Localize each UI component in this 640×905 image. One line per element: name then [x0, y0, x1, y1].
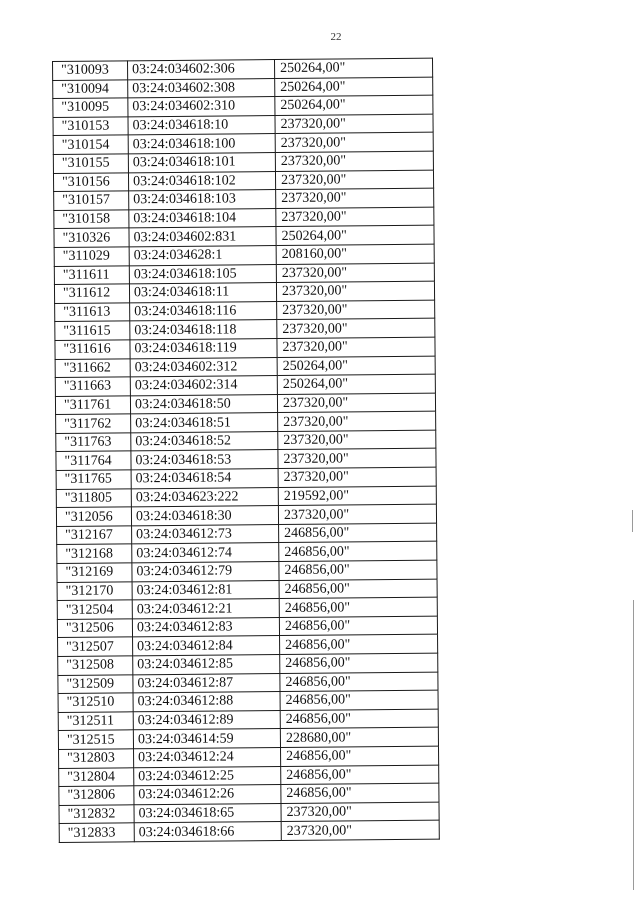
value-cell: 237320,00" — [276, 207, 434, 227]
cadastral-number-cell: 03:24:034618:51 — [131, 413, 278, 433]
cadastral-number-cell: 03:24:034612:74 — [132, 543, 279, 563]
record-id-cell: "311765 — [56, 470, 131, 489]
cadastral-number-cell: 03:24:034618:103 — [129, 190, 276, 210]
record-id-cell: "312804 — [59, 767, 134, 786]
record-id-cell: "310156 — [53, 172, 128, 191]
record-id-cell: "311613 — [55, 303, 130, 322]
value-cell: 250264,00" — [277, 374, 435, 394]
value-cell: 237320,00" — [278, 467, 436, 487]
record-id-cell: "310093 — [53, 61, 128, 80]
value-cell: 237320,00" — [276, 188, 434, 208]
value-cell: 246856,00" — [281, 765, 439, 785]
cadastral-number-cell: 03:24:034618:101 — [128, 153, 275, 173]
value-cell: 237320,00" — [275, 151, 433, 171]
cadastral-number-cell: 03:24:034618:10 — [128, 115, 275, 135]
record-id-cell: "312168 — [57, 544, 132, 563]
record-id-cell: "310157 — [54, 191, 129, 210]
cadastral-number-cell: 03:24:034612:89 — [133, 710, 280, 730]
record-id-cell: "312167 — [57, 526, 132, 545]
value-cell: 246856,00" — [280, 746, 438, 766]
cadastral-number-cell: 03:24:034612:21 — [132, 599, 279, 619]
value-cell: 246856,00" — [279, 597, 437, 617]
cadastral-number-cell: 03:24:034614:59 — [133, 729, 280, 749]
record-id-cell: "312056 — [56, 507, 131, 526]
record-id-cell: "311805 — [56, 488, 131, 507]
cadastral-number-cell: 03:24:034612:84 — [133, 636, 280, 656]
record-id-cell: "310154 — [53, 135, 128, 154]
cadastral-number-cell: 03:24:034618:30 — [131, 506, 278, 526]
value-cell: 237320,00" — [276, 281, 434, 301]
record-id-cell: "312169 — [57, 563, 132, 582]
value-cell: 237320,00" — [277, 300, 435, 320]
record-id-cell: "311612 — [54, 284, 129, 303]
cadastral-number-cell: 03:24:034618:100 — [128, 134, 275, 154]
record-id-cell: "312508 — [58, 656, 133, 675]
value-cell: 219592,00" — [278, 486, 436, 506]
cadastral-number-cell: 03:24:034618:102 — [128, 171, 275, 191]
record-id-cell: "311763 — [56, 433, 131, 452]
cadastral-number-cell: 03:24:034618:119 — [130, 338, 277, 358]
record-id-cell: "312504 — [57, 600, 132, 619]
record-id-cell: "312806 — [59, 786, 134, 805]
value-cell: 237320,00" — [277, 393, 435, 413]
cadastral-number-cell: 03:24:034602:314 — [130, 376, 277, 396]
cadastral-number-cell: 03:24:034612:79 — [132, 562, 279, 582]
value-cell: 208160,00" — [276, 244, 434, 264]
value-cell: 246856,00" — [279, 579, 437, 599]
cadastral-number-cell: 03:24:034602:312 — [130, 357, 277, 377]
value-cell: 228680,00" — [280, 728, 438, 748]
record-id-cell: "311611 — [54, 265, 129, 284]
record-id-cell: "311616 — [55, 340, 130, 359]
value-cell: 246856,00" — [279, 542, 437, 562]
record-id-cell: "311615 — [55, 321, 130, 340]
value-cell: 246856,00" — [280, 653, 438, 673]
record-id-cell: "312509 — [58, 674, 133, 693]
value-cell: 237320,00" — [275, 170, 433, 190]
record-id-cell: "310095 — [53, 98, 128, 117]
value-cell: 237320,00" — [278, 449, 436, 469]
record-id-cell: "312170 — [57, 581, 132, 600]
record-id-cell: "312506 — [57, 619, 132, 638]
value-cell: 246856,00" — [280, 690, 438, 710]
value-cell: 237320,00" — [278, 411, 436, 431]
cadastral-number-cell: 03:24:034618:54 — [131, 469, 278, 489]
cadastral-number-cell: 03:24:034602:306 — [128, 60, 275, 80]
cadastral-number-cell: 03:24:034612:73 — [132, 524, 279, 544]
value-cell: 250264,00" — [276, 226, 434, 246]
value-cell: 246856,00" — [280, 672, 438, 692]
value-cell: 237320,00" — [278, 430, 436, 450]
record-id-cell: "312803 — [59, 749, 134, 768]
cadastral-number-cell: 03:24:034628:1 — [129, 245, 276, 265]
record-id-cell: "311764 — [56, 451, 131, 470]
value-cell: 237320,00" — [275, 133, 433, 153]
cadastral-number-cell: 03:24:034618:116 — [130, 301, 277, 321]
record-id-cell: "310155 — [53, 154, 128, 173]
scan-edge-mark — [633, 600, 634, 890]
record-id-cell: "312510 — [58, 693, 133, 712]
record-id-cell: "312833 — [59, 823, 134, 842]
record-id-cell: "311029 — [54, 247, 129, 266]
record-id-cell: "310153 — [53, 117, 128, 136]
cadastral-number-cell: 03:24:034612:83 — [132, 617, 279, 637]
cadastral-number-cell: 03:24:034612:26 — [134, 785, 281, 805]
cadastral-number-cell: 03:24:034612:88 — [133, 692, 280, 712]
value-cell: 237320,00" — [277, 318, 435, 338]
table-row — [59, 820, 439, 842]
record-id-cell: "312515 — [58, 730, 133, 749]
cadastral-number-cell: 03:24:034618:11 — [129, 283, 276, 303]
value-cell: 237320,00" — [277, 337, 435, 357]
cadastral-number-cell: 03:24:034623:222 — [131, 487, 278, 507]
cadastral-number-cell: 03:24:034618:53 — [131, 450, 278, 470]
value-cell: 250264,00" — [274, 58, 432, 78]
record-id-cell: "310094 — [53, 79, 128, 98]
value-cell: 246856,00" — [279, 560, 437, 580]
record-id-cell: "312832 — [59, 805, 134, 824]
record-id-cell: "310326 — [54, 228, 129, 247]
cadastral-number-cell: 03:24:034602:308 — [128, 78, 275, 98]
table-body — [53, 58, 440, 842]
cadastral-number-cell: 03:24:034618:65 — [134, 803, 281, 823]
value-cell: 246856,00" — [280, 709, 438, 729]
cadastral-number-cell: 03:24:034612:24 — [134, 748, 281, 768]
cadastral-number-cell: 03:24:034618:52 — [131, 431, 278, 451]
value-cell: 237320,00" — [281, 802, 439, 822]
value-cell: 246856,00" — [280, 635, 438, 655]
cadastral-number-cell: 03:24:034618:105 — [129, 264, 276, 284]
value-cell: 246856,00" — [279, 523, 437, 543]
value-cell: 237320,00" — [275, 114, 433, 134]
cadastral-number-cell: 03:24:034618:118 — [130, 320, 277, 340]
record-id-cell: "311762 — [56, 414, 131, 433]
value-cell: 246856,00" — [279, 616, 437, 636]
record-id-cell: "311663 — [55, 377, 130, 396]
property-value-table — [52, 58, 440, 843]
cadastral-number-cell: 03:24:034618:50 — [130, 394, 277, 414]
value-cell: 237320,00" — [276, 263, 434, 283]
record-id-cell: "311761 — [55, 396, 130, 415]
cadastral-number-cell: 03:24:034612:25 — [134, 766, 281, 786]
record-id-cell: "312507 — [58, 637, 133, 656]
record-id-cell: "312511 — [58, 712, 133, 731]
cadastral-number-cell: 03:24:034612:85 — [133, 655, 280, 675]
value-cell: 250264,00" — [275, 95, 433, 115]
value-cell: 250264,00" — [277, 356, 435, 376]
value-cell: 237320,00" — [281, 820, 439, 840]
record-id-cell: "310158 — [54, 210, 129, 229]
record-id-cell: "311662 — [55, 358, 130, 377]
cadastral-number-cell: 03:24:034618:66 — [134, 822, 281, 842]
cadastral-number-cell: 03:24:034612:87 — [133, 673, 280, 693]
cadastral-number-cell: 03:24:034602:310 — [128, 97, 275, 117]
cadastral-number-cell: 03:24:034618:104 — [129, 208, 276, 228]
scan-edge-mark — [632, 510, 633, 532]
cadastral-number-cell: 03:24:034602:831 — [129, 227, 276, 247]
cadastral-number-cell: 03:24:034612:81 — [132, 580, 279, 600]
value-cell: 250264,00" — [275, 77, 433, 97]
value-cell: 237320,00" — [278, 504, 436, 524]
page-number: 22 — [330, 31, 342, 43]
value-cell: 246856,00" — [281, 783, 439, 803]
